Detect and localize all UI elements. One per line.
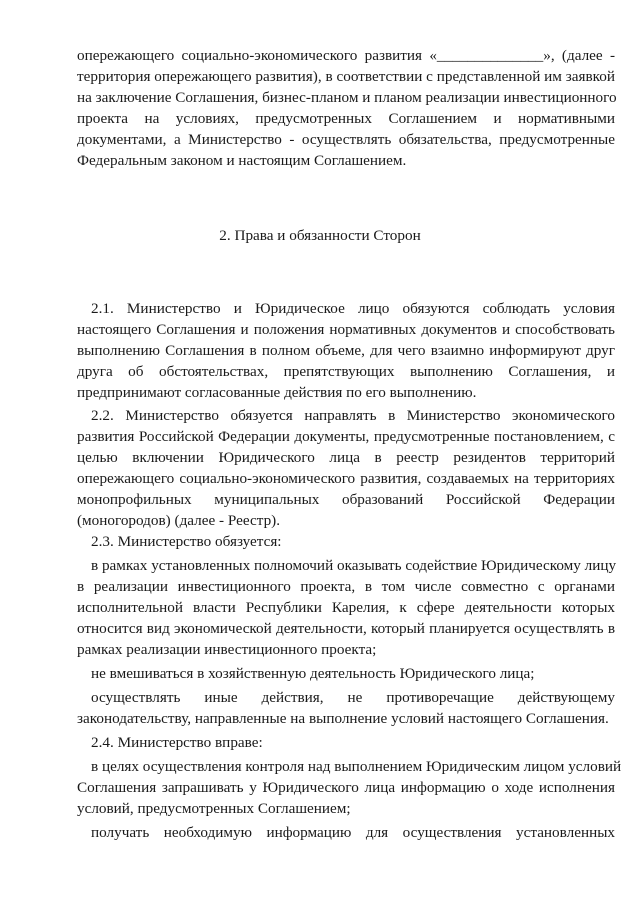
p2-1-line-4: друга об обстоятельствах, препятствующих выполнению Соглашения, и	[77, 363, 615, 380]
p2-3-item1-line-1: в рамках установленных полномочий оказывать содействие Юридическому лицу	[91, 557, 617, 574]
intro-line-2: территория опережающего развития), в соответствии с представленной им заявкой	[77, 68, 615, 85]
intro-line-5: документами, а Министерство - осуществлять обязательства, предусмотренные	[77, 131, 615, 148]
intro-line-6: Федеральным законом и настоящим Соглашением.	[77, 152, 407, 169]
p2-3-heading: 2.3. Министерство обязуется:	[91, 533, 282, 550]
intro-line-1: опережающего социально-экономического развития «______________», (далее -	[77, 47, 615, 64]
p2-4-heading: 2.4. Министерство вправе:	[91, 734, 263, 751]
p2-3-item1-line-3: исполнительной власти Республики Карелия, к сфере деятельности которых	[77, 599, 615, 616]
p2-2-line-2: развития Российской Федерации документы, предусмотренные постановлением, с	[77, 428, 615, 445]
p2-1-line-2: настоящего Соглашения и положения нормативных документов и способствовать	[77, 321, 615, 338]
p2-3-item1-line-5: рамках реализации инвестиционного проекта;	[77, 641, 377, 658]
section-heading: 2. Права и обязанности Сторон	[219, 227, 421, 244]
intro-line-3: на заключение Соглашения, бизнес-планом и планом реализации инвестиционного	[77, 89, 617, 106]
p2-4-item1-line-1: в целях осуществления контроля над выполнением Юридическим лицом условий	[91, 758, 622, 775]
p2-1-line-1: 2.1. Министерство и Юридическое лицо обязуются соблюдать условия	[91, 300, 615, 317]
p2-3-item3-line-1: осуществлять иные действия, не противоречащие действующему	[91, 689, 615, 706]
p2-1-line-5: предпринимают согласованные действия по его выполнению.	[77, 384, 477, 401]
p2-2-line-4: опережающего социально-экономического развития, создаваемых на территориях	[77, 470, 615, 487]
p2-4-item1-line-2: Соглашения запрашивать у Юридического лица информацию о ходе исполнения	[77, 779, 615, 796]
p2-2-line-3: целью включении Юридического лица в реестр резидентов территорий	[77, 449, 615, 466]
p2-3-item2: не вмешиваться в хозяйственную деятельность Юридического лица;	[91, 665, 535, 682]
p2-1-line-3: выполнению Соглашения в полном объеме, для чего взаимно информируют друг	[77, 342, 615, 359]
p2-3-item3-line-2: законодательству, направленные на выполнение условий настоящего Соглашения.	[77, 710, 609, 727]
p2-4-item1-line-3: условий, предусмотренных Соглашением;	[77, 800, 351, 817]
p2-2-line-5: монопрофильных муниципальных образований Российской Федерации	[77, 491, 615, 508]
p2-2-line-1: 2.2. Министерство обязуется направлять в Министерство экономического	[91, 407, 615, 424]
p2-3-item1-line-4: относится вид экономической деятельности, который планируется осуществлять в	[77, 620, 615, 637]
p2-2-line-6: (моногородов) (далее - Реестр).	[77, 512, 281, 529]
p2-4-item2-line-1: получать необходимую информацию для осуществления установленных	[91, 824, 615, 841]
p2-3-item1-line-2: в реализации инвестиционного проекта, в том числе совместно с органами	[77, 578, 615, 595]
intro-line-4: проекта на условиях, предусмотренных Соглашением и нормативными	[77, 110, 615, 127]
